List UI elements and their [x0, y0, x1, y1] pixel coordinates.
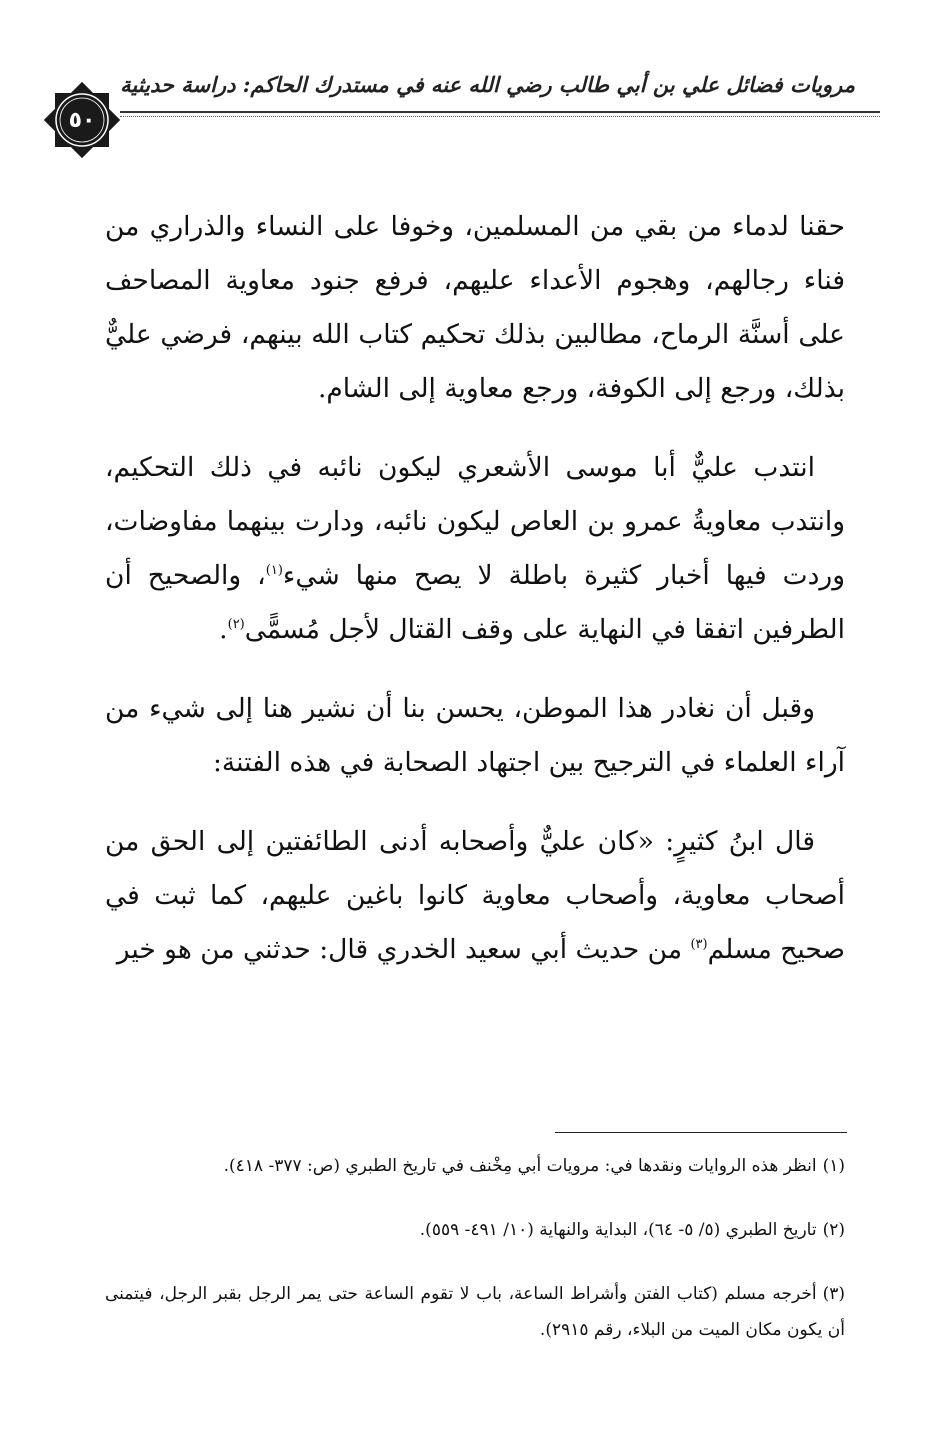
- footnote-text: تاريخ الطبري (٥/ ٥- ٦٤)، البداية والنهاية (١٠/ ٤٩١- ٥٥٩).: [419, 1220, 817, 1240]
- running-header-title: مرويات فضائل علي بن أبي طالب رضي الله عنه في مستدرك الحاكم: دراسة حديثية: [120, 71, 855, 97]
- footnote-ref-3[interactable]: (٣): [690, 937, 708, 953]
- footnote-1: [105, 1148, 845, 1184]
- paragraph-4-text-a: قال ابنُ كثيرٍ: «كان عليٌّ وأصحابه أدنى الطائفتين إلى الحق من أصحاب معاوية، وأصحاب معاوية كانوا باغين عليهم، كما ثبت في صحيح مسلم: [105, 826, 845, 965]
- footnote-2: [105, 1212, 845, 1248]
- footnote-text: انظر هذه الروايات ونقدها في: مرويات أبي مِخْنف في تاريخ الطبري (ص: ٣٧٧- ٤١٨).: [223, 1156, 817, 1176]
- footnote-number: (٢): [822, 1220, 845, 1240]
- page-number-badge: [40, 78, 124, 162]
- page-number: ٥٠: [68, 107, 96, 133]
- running-header: [120, 62, 865, 106]
- header-rule: [120, 111, 880, 113]
- paragraph-2-text-c: .: [219, 614, 228, 645]
- footnote-text: أخرجه مسلم (كتاب الفتن وأشراط الساعة، باب لا تقوم الساعة حتى يمر الرجل بقبر الرجل، فيتمنى أن يكون مكان الميت من البلاء، رقم ٢٩١٥).: [105, 1284, 845, 1340]
- footnote-separator: [555, 1132, 847, 1133]
- footnote-number: (١): [822, 1156, 845, 1176]
- header-rule-dotted: [120, 116, 880, 117]
- paragraph-4-text-b: من حديث أبي سعيد الخدري قال: حدثني من هو خير: [116, 934, 691, 965]
- paragraph-2-text-a: انتدب عليٌّ أبا موسى الأشعري ليكون نائبه في ذلك التحكيم، وانتدب معاويةُ عمرو بن العاص ليكون نائبه، ودارت بينهما مفاوضات، وردت فيها أخبار كثيرة باطلة لا يصح منها شيء: [105, 452, 845, 591]
- paragraph-1: حقنا لدماء من بقي من المسلمين، وخوفا على النساء والذراري من فناء رجالهم، وهجوم الأعداء عليهم، فرفع جنود معاوية المصاحف على أسنَّة الرماح، مطالبين بذلك تحكيم كتاب الله بينهم، فرضي عليٌّ بذلك، ورجع إلى الكوفة، ورجع معاوية إلى الشام.: [105, 211, 845, 404]
- paragraph-2: [105, 441, 845, 657]
- footnote-3: [105, 1276, 845, 1348]
- footnote-number: (٣): [822, 1284, 845, 1304]
- paragraph-2-text-b: ، والصحيح أن الطرفين اتفقا في النهاية على وقف القتال لأجل مُسمًّى: [105, 560, 845, 645]
- footnote-ref-1[interactable]: (١): [265, 563, 283, 579]
- paragraph-4: [105, 815, 845, 977]
- footnote-ref-2[interactable]: (٢): [227, 617, 245, 633]
- paragraph-3: وقبل أن نغادر هذا الموطن، يحسن بنا أن نشير هنا إلى شيء من آراء العلماء في الترجيح بين اجتهاد الصحابة في هذه الفتنة:: [105, 693, 845, 778]
- footnotes: [105, 1148, 845, 1348]
- main-text: [105, 200, 845, 1002]
